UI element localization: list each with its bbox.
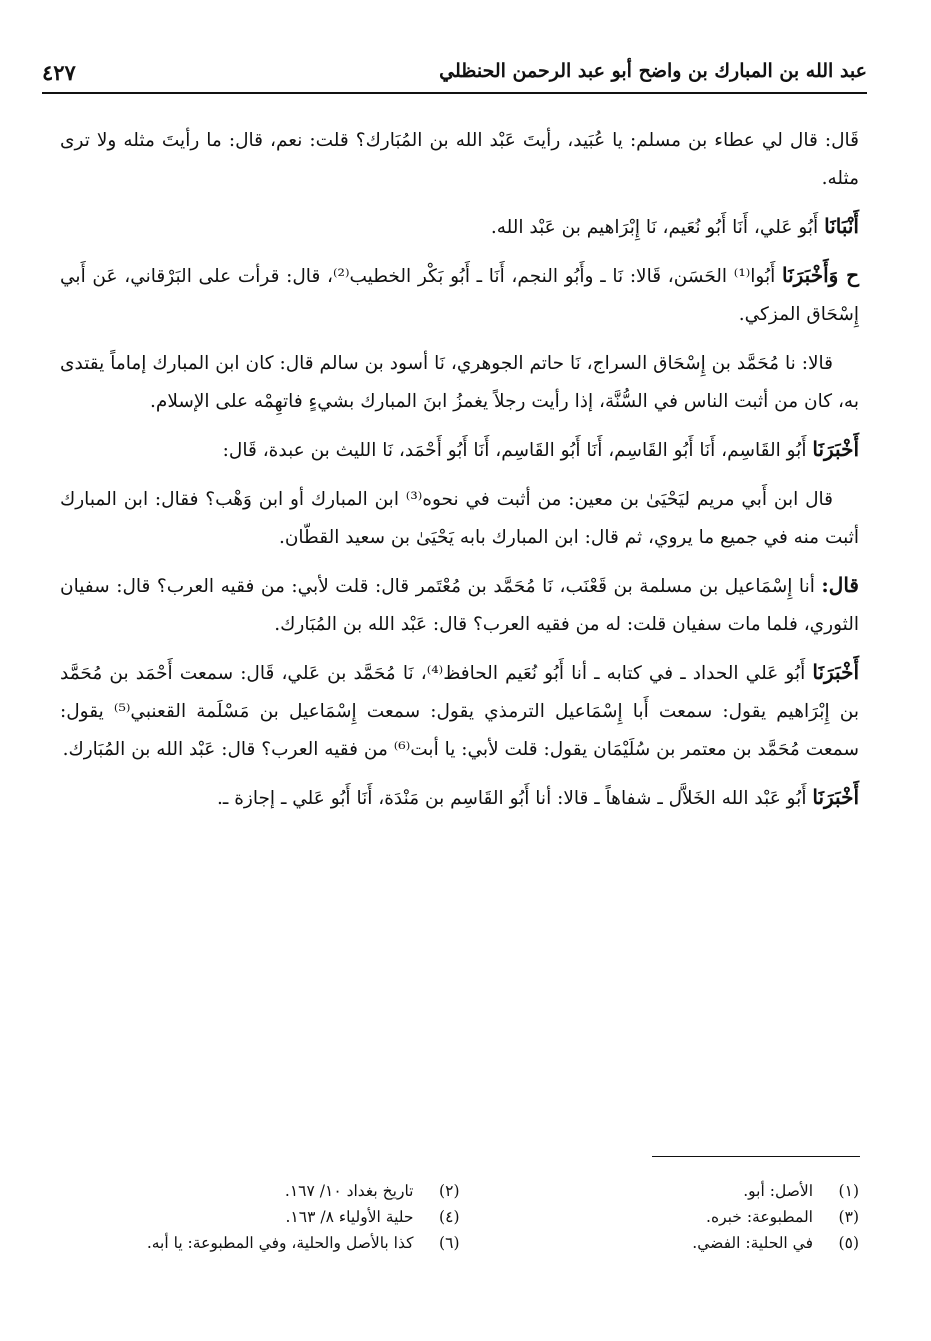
paragraph bbox=[60, 778, 859, 818]
paragraph-lead: أَخْبَرَنَا bbox=[812, 785, 859, 809]
footnote-number: (٣) bbox=[838, 1208, 859, 1226]
footnote-number: (٢) bbox=[439, 1182, 460, 1200]
page-header bbox=[42, 58, 867, 94]
main-text bbox=[60, 120, 859, 827]
paragraph-lead: قال: bbox=[821, 573, 859, 597]
footnote-row bbox=[60, 1204, 859, 1230]
footnote bbox=[60, 1178, 460, 1204]
paragraph-text: أَبُو عَبْد الله الخَلاَّل ـ شفاهاً ـ قالا: أنا أَبُو القَاسِم بن مَنْدَة، أَنَا أَبُو عَلي ـ إجازة ـ. bbox=[217, 788, 813, 809]
paragraph bbox=[60, 207, 859, 247]
footnote bbox=[60, 1230, 460, 1256]
footnote bbox=[60, 1204, 460, 1230]
paragraph-text: قَال: قال لي عطاء بن مسلم: يا عُبَيد، رأيتَ عَبْد الله بن المُبَارك؟ قلت: نعم، قال: ما رأيتَ مثله ولا ترى مثله. bbox=[60, 130, 859, 189]
paragraph bbox=[60, 430, 859, 470]
footnote-number: (٥) bbox=[838, 1234, 859, 1252]
footnote-text: حلية الأولياء ٨/ ١٦٣. bbox=[285, 1208, 414, 1226]
footnote-number: (٤) bbox=[439, 1208, 460, 1226]
paragraph-text: قالا: نا مُحَمَّد بن إِسْحَاق السراج، نَا حاتم الجوهري، نَا أسود بن سالم قال: كان ابن المبارك إماماً يقتدى به، كان من أثبت الناس في السُّنَّة، إذا رأيت رجلاً يغمزُ ابنَ المبارك بشيءٍ فاتهِمْه على الإسلام. bbox=[60, 353, 859, 412]
paragraph-text: أنا إِسْمَاعيل بن مسلمة بن قَعْنَب، نَا مُحَمَّد بن مُعْتَمر قال: قلت لأبي: من فقيه العرب؟ قال: سفيان الثوري، فلما مات سفيان قلت: له من فقيه العرب؟ قال: عَبْد الله بن المُبَارك. bbox=[60, 576, 859, 635]
paragraph bbox=[60, 479, 859, 557]
footnote-number: (٦) bbox=[439, 1234, 460, 1252]
footnote-divider bbox=[652, 1156, 860, 1157]
footnote-text: الأصل: أبو. bbox=[743, 1182, 813, 1200]
paragraph-lead: أَنْبَانَا bbox=[824, 214, 859, 238]
footnote-text: كذا بالأصل والحلية، وفي المطبوعة: يا أبه. bbox=[146, 1234, 414, 1252]
paragraph-text: أَبُو القَاسِم، أَنَا أَبُو القَاسِم، أَنَا أَبُو القَاسِم، أَنَا أَبُو أَحْمَد، نَا الليث بن عبدة، قَال: bbox=[222, 440, 813, 461]
footnotes bbox=[60, 1178, 859, 1256]
paragraph bbox=[60, 566, 859, 644]
paragraph-text: قال ابن أَبي مريم ليَحْيَىٰ بن معين: من أثبت في نحوه⁽³⁾ ابن المبارك أو ابن وَهْب؟ فقال: ابن المبارك أثبت منه في جميع ما يروي، ثم قال: ابن المبارك بابه يَحْيَىٰ بن سعيد القطّان. bbox=[60, 489, 859, 548]
running-title: عبد الله بن المبارك بن واضح أبو عبد الرحمن الحنظلي bbox=[439, 60, 867, 82]
paragraph-text: أَبُوا⁽¹⁾ الحَسَن، قَالا: نَا ـ وأَبُو النجم، أَنَا ـ أَبُو بَكْر الخطيب⁽²⁾، قال: قرأت على البَرْقاني، عَن أَبي إِسْحَاق المزكي. bbox=[60, 266, 859, 325]
paragraph-lead: أَخْبَرَنَا bbox=[812, 437, 859, 461]
footnote-text: في الحلية: الفضي. bbox=[692, 1234, 813, 1252]
footnote bbox=[460, 1204, 860, 1230]
paragraph-lead: ح وَأَخْبَرَنَا bbox=[781, 263, 859, 287]
paragraph bbox=[60, 343, 859, 421]
paragraph-text: أَبُو عَلي، أَنَا أَبُو نُعَيم، نَا إِبْرَاهيم بن عَبْد الله. bbox=[490, 217, 825, 238]
footnote bbox=[460, 1178, 860, 1204]
paragraph bbox=[60, 120, 859, 198]
paragraph-text: أَبُو عَلي الحداد ـ في كتابه ـ أنا أَبُو نُعَيم الحافظ⁽⁴⁾، نَا مُحَمَّد بن عَلي، قَال: سمعت أَحْمَد بن مُحَمَّد بن إِبْرَاهيم يقول: سمعت أَبا إِسْمَاعيل الترمذي يقول: سمعت إِسْمَاعيل بن مَسْلَمة القعنبي⁽⁵⁾ يقول: سمعت مُحَمَّد بن معتمر بن سُلَيْمَان يقول: قلت لأبي: يا أبت⁽⁶⁾ من فقيه العرب؟ قال: عَبْد الله بن المُبَارك. bbox=[60, 663, 859, 760]
footnote-row bbox=[60, 1230, 859, 1256]
paragraph bbox=[60, 256, 859, 334]
paragraph bbox=[60, 653, 859, 769]
paragraph-lead: أَخْبَرَنَا bbox=[812, 660, 859, 684]
footnote-text: تاريخ بغداد ١٠/ ١٦٧. bbox=[284, 1182, 414, 1200]
footnote-number: (١) bbox=[838, 1182, 859, 1200]
footnote-text: المطبوعة: خبره. bbox=[706, 1208, 813, 1226]
page-number: ٤٢٧ bbox=[42, 60, 76, 85]
footnote bbox=[460, 1230, 860, 1256]
footnote-row bbox=[60, 1178, 859, 1204]
